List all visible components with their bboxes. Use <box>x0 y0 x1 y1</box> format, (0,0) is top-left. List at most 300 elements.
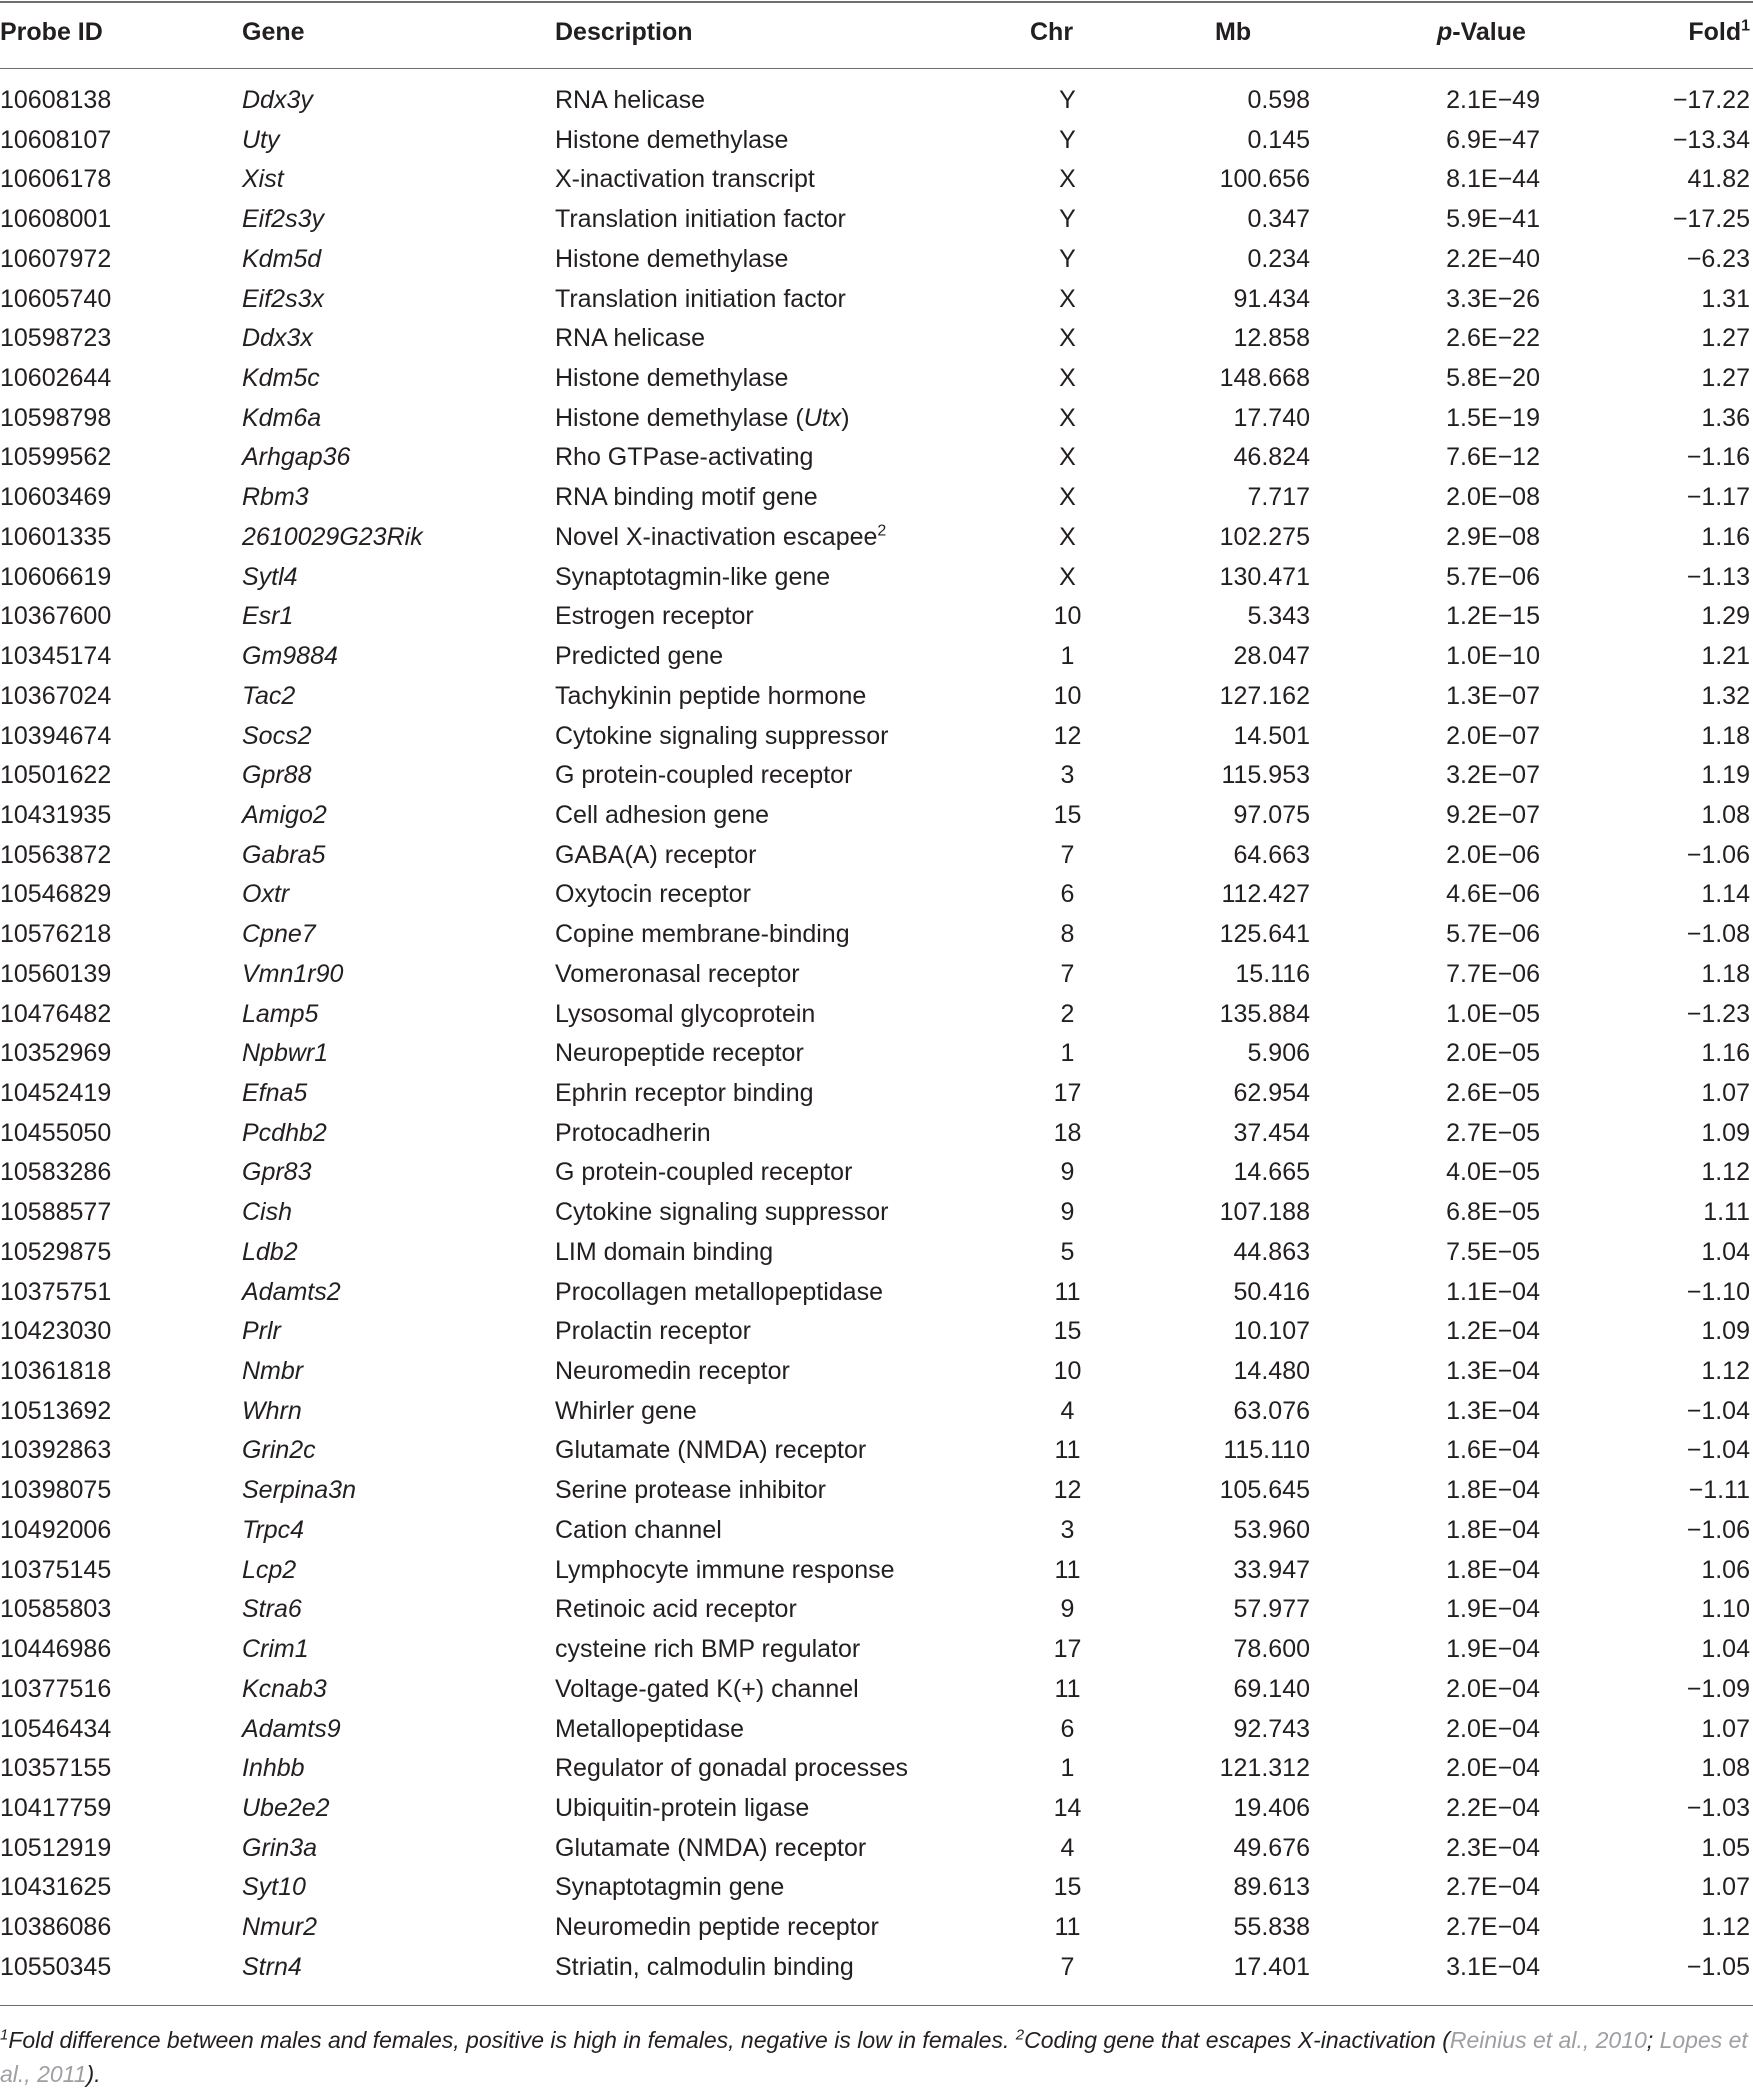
probe-id-cell: 10398075 <box>0 1476 112 1504</box>
probe-id-cell: 10392863 <box>0 1436 112 1464</box>
fold-cell: 1.32 <box>1701 682 1750 710</box>
mb-cell: 17.401 <box>1233 1953 1310 1981</box>
probe-id-cell: 10601335 <box>0 523 112 551</box>
mb-cell: 33.947 <box>1233 1556 1310 1584</box>
probe-id-cell: 10550345 <box>0 1953 112 1981</box>
description-text: Cation channel <box>555 1516 722 1544</box>
mb-cell: 14.480 <box>1233 1357 1310 1385</box>
mb-cell: 5.906 <box>1247 1039 1310 1067</box>
p-value-cell: 4.6E−06 <box>1446 880 1540 908</box>
description-cell <box>555 1792 1025 1824</box>
bottom-rule <box>0 2005 1753 2006</box>
mb-cell: 7.717 <box>1247 483 1310 511</box>
p-value-cell: 2.1E−49 <box>1446 86 1540 114</box>
probe-id-cell: 10394674 <box>0 722 112 750</box>
probe-id-cell: 10455050 <box>0 1119 112 1147</box>
chr-cell: 12 <box>1053 722 1082 750</box>
gene-cell: Sytl4 <box>242 563 298 591</box>
mb-cell: 5.343 <box>1247 602 1310 630</box>
description-cell <box>555 84 1025 116</box>
header-p-value-italic: p <box>1437 18 1453 46</box>
p-value-cell: 1.5E−19 <box>1446 404 1540 432</box>
p-value-cell: 2.6E−05 <box>1446 1079 1540 1107</box>
header-fold <box>1560 16 1750 48</box>
probe-id-cell: 10431625 <box>0 1873 112 1901</box>
description-text: Serine protease inhibitor <box>555 1476 826 1504</box>
description-cell <box>555 799 1025 831</box>
description-text: Lymphocyte immune response <box>555 1556 895 1584</box>
chr-cell: 1 <box>1060 1039 1075 1067</box>
chr-cell: 10 <box>1053 682 1082 710</box>
fold-cell: 1.08 <box>1701 801 1750 829</box>
fold-cell: −1.04 <box>1686 1397 1750 1425</box>
p-value-cell: 1.1E−04 <box>1446 1278 1540 1306</box>
description-cell <box>555 322 1025 354</box>
p-value-cell: 1.8E−04 <box>1446 1476 1540 1504</box>
probe-id-cell: 10598723 <box>0 324 112 352</box>
description-cell <box>555 362 1025 394</box>
probe-id-cell: 10446986 <box>0 1635 112 1663</box>
header-fold-label: Fold <box>1688 18 1742 46</box>
mb-cell: 130.471 <box>1219 563 1310 591</box>
gene-cell: Kdm5d <box>242 245 322 273</box>
fold-cell: 1.08 <box>1701 1754 1750 1782</box>
description-text: Ubiquitin-protein ligase <box>555 1794 810 1822</box>
description-cell <box>555 1474 1025 1506</box>
description-cell <box>555 600 1025 632</box>
p-value-cell: 1.8E−04 <box>1446 1516 1540 1544</box>
fold-cell: 1.07 <box>1701 1715 1750 1743</box>
mb-cell: 115.110 <box>1223 1436 1310 1464</box>
description-text: Neuromedin peptide receptor <box>555 1913 879 1941</box>
probe-id-cell: 10608138 <box>0 86 112 114</box>
fold-cell: −1.23 <box>1686 1000 1750 1028</box>
description-text: Translation initiation factor <box>555 205 846 233</box>
footnote-mark-2: 2 <box>1015 2026 1025 2044</box>
mb-cell: 15.116 <box>1235 960 1310 988</box>
fold-cell: −1.11 <box>1688 1476 1750 1504</box>
chr-cell: 9 <box>1060 1595 1075 1623</box>
fold-cell: 1.12 <box>1701 1913 1750 1941</box>
p-value-cell: 2.0E−08 <box>1446 483 1540 511</box>
header-gene: Gene <box>242 18 305 46</box>
gene-cell: Kcnab3 <box>242 1675 327 1703</box>
mb-cell: 97.075 <box>1233 801 1310 829</box>
description-cell <box>555 521 1025 553</box>
description-cell <box>555 1395 1025 1427</box>
fold-cell: 1.12 <box>1701 1158 1750 1186</box>
description-text: RNA binding motif gene <box>555 483 818 511</box>
description-cell <box>555 203 1025 235</box>
gene-cell: Vmn1r90 <box>242 960 344 988</box>
fold-cell: 1.21 <box>1701 642 1750 670</box>
mb-cell: 46.824 <box>1233 443 1310 471</box>
p-value-cell: 1.3E−07 <box>1446 682 1540 710</box>
chr-cell: 17 <box>1053 1635 1082 1663</box>
mb-cell: 91.434 <box>1233 285 1310 313</box>
description-cell <box>555 481 1025 513</box>
description-text: Ephrin receptor binding <box>555 1079 814 1107</box>
mb-cell: 62.954 <box>1233 1079 1310 1107</box>
mb-cell: 102.275 <box>1219 523 1310 551</box>
gene-cell: Stra6 <box>242 1595 302 1623</box>
chr-cell: 15 <box>1053 1873 1082 1901</box>
p-value-cell: 2.7E−05 <box>1446 1119 1540 1147</box>
chr-cell: X <box>1059 563 1076 591</box>
header-p-value-rest: -Value <box>1452 18 1526 46</box>
chr-cell: 1 <box>1060 642 1075 670</box>
probe-id-cell: 10352969 <box>0 1039 112 1067</box>
description-cell <box>555 998 1025 1030</box>
fold-cell: 1.11 <box>1703 1198 1750 1226</box>
probe-id-cell: 10512919 <box>0 1834 112 1862</box>
gene-cell: Tac2 <box>242 682 296 710</box>
header-fold-footnote-mark: 1 <box>1741 17 1750 35</box>
description-cell <box>555 1633 1025 1665</box>
description-text: Whirler gene <box>555 1397 697 1425</box>
fold-cell: −1.17 <box>1686 483 1750 511</box>
description-cell <box>555 1037 1025 1069</box>
fold-cell: −17.25 <box>1672 205 1750 233</box>
chr-cell: X <box>1059 483 1076 511</box>
p-value-cell: 1.9E−04 <box>1446 1635 1540 1663</box>
p-value-cell: 5.7E−06 <box>1446 563 1540 591</box>
mb-cell: 14.501 <box>1233 722 1310 750</box>
chr-cell: 15 <box>1053 801 1082 829</box>
mb-cell: 63.076 <box>1233 1397 1310 1425</box>
p-value-cell: 2.3E−04 <box>1446 1834 1540 1862</box>
description-text: Neuromedin receptor <box>555 1357 790 1385</box>
gene-cell: Kdm5c <box>242 364 320 392</box>
chr-cell: Y <box>1059 205 1076 233</box>
fold-cell: 1.29 <box>1701 602 1750 630</box>
mb-cell: 105.645 <box>1219 1476 1310 1504</box>
chr-cell: 9 <box>1060 1198 1075 1226</box>
fold-cell: 1.18 <box>1701 960 1750 988</box>
fold-cell: −1.10 <box>1686 1278 1750 1306</box>
chr-cell: 6 <box>1060 880 1075 908</box>
fold-cell: −1.03 <box>1686 1794 1750 1822</box>
chr-cell: X <box>1059 165 1076 193</box>
chr-cell: 12 <box>1053 1476 1082 1504</box>
header-mb: Mb <box>1215 18 1252 46</box>
description-cell <box>555 759 1025 791</box>
gene-cell: Nmbr <box>242 1357 304 1385</box>
fold-cell: −1.08 <box>1686 920 1750 948</box>
gene-cell: 2610029G23Rik <box>242 523 423 551</box>
description-text: Vomeronasal receptor <box>555 960 800 988</box>
p-value-cell: 1.9E−04 <box>1446 1595 1540 1623</box>
description-cell <box>555 1752 1025 1784</box>
header-description: Description <box>555 18 693 46</box>
gene-cell: Crim1 <box>242 1635 309 1663</box>
mb-cell: 57.977 <box>1233 1595 1310 1623</box>
fold-cell: 1.27 <box>1701 324 1750 352</box>
mb-cell: 127.162 <box>1219 682 1310 710</box>
p-value-cell: 5.7E−06 <box>1446 920 1540 948</box>
probe-id-cell: 10585803 <box>0 1595 112 1623</box>
chr-cell: 10 <box>1053 1357 1082 1385</box>
probe-id-cell: 10608107 <box>0 126 112 154</box>
probe-id-cell: 10377516 <box>0 1675 112 1703</box>
mb-cell: 112.427 <box>1221 880 1310 908</box>
mb-cell: 17.740 <box>1233 404 1310 432</box>
description-cell <box>555 640 1025 672</box>
mb-cell: 49.676 <box>1233 1834 1310 1862</box>
fold-cell: −6.23 <box>1686 245 1750 273</box>
probe-id-cell: 10513692 <box>0 1397 112 1425</box>
gene-cell: Eif2s3y <box>242 205 324 233</box>
description-text: Cell adhesion gene <box>555 801 770 829</box>
mb-cell: 53.960 <box>1233 1516 1310 1544</box>
probe-id-cell: 10605740 <box>0 285 112 313</box>
gene-cell: Pcdhb2 <box>242 1119 327 1147</box>
fold-cell: −1.16 <box>1686 443 1750 471</box>
chr-cell: Y <box>1059 245 1076 273</box>
description-text: G protein-coupled receptor <box>555 1158 853 1186</box>
mb-cell: 14.665 <box>1233 1158 1310 1186</box>
probe-id-cell: 10602644 <box>0 364 112 392</box>
mb-cell: 135.884 <box>1219 1000 1310 1028</box>
gene-cell: Xist <box>242 165 284 193</box>
gene-cell: Socs2 <box>242 722 312 750</box>
description-text: RNA helicase <box>555 86 706 114</box>
chr-cell: Y <box>1059 126 1076 154</box>
fold-cell: 1.04 <box>1701 1635 1750 1663</box>
description-text: Retinoic acid receptor <box>555 1595 797 1623</box>
p-value-cell: 5.8E−20 <box>1446 364 1540 392</box>
mb-cell: 78.600 <box>1233 1635 1310 1663</box>
chr-cell: 11 <box>1054 1278 1081 1306</box>
probe-id-cell: 10501622 <box>0 761 112 789</box>
footnote-end: ). <box>86 2061 101 2087</box>
chr-cell: 7 <box>1060 960 1075 988</box>
mb-cell: 107.188 <box>1219 1198 1310 1226</box>
table-footnote <box>0 2023 1750 2091</box>
p-value-cell: 1.2E−04 <box>1446 1317 1540 1345</box>
gene-cell: Adamts9 <box>242 1715 341 1743</box>
gene-cell: Eif2s3x <box>242 285 324 313</box>
mb-cell: 10.107 <box>1233 1317 1310 1345</box>
chr-cell: 11 <box>1054 1556 1081 1584</box>
description-text: Synaptotagmin-like gene <box>555 563 831 591</box>
fold-cell: 1.14 <box>1701 880 1750 908</box>
description-text: Striatin, calmodulin binding <box>555 1953 854 1981</box>
probe-id-cell: 10606619 <box>0 563 112 591</box>
description-text: Neuropeptide receptor <box>555 1039 804 1067</box>
p-value-cell: 2.9E−08 <box>1446 523 1540 551</box>
chr-cell: 11 <box>1054 1675 1081 1703</box>
description-cell <box>555 402 1025 434</box>
probe-id-cell: 10361818 <box>0 1357 112 1385</box>
description-cell <box>555 1514 1025 1546</box>
gene-cell: Serpina3n <box>242 1476 356 1504</box>
description-cell <box>555 1832 1025 1864</box>
chr-cell: X <box>1059 324 1076 352</box>
description-italic: Utx <box>803 404 842 432</box>
probe-id-cell: 10576218 <box>0 920 112 948</box>
description-cell <box>555 441 1025 473</box>
probe-id-cell: 10492006 <box>0 1516 112 1544</box>
p-value-cell: 1.3E−04 <box>1446 1357 1540 1385</box>
p-value-cell: 5.9E−41 <box>1446 205 1540 233</box>
mb-cell: 115.953 <box>1221 761 1310 789</box>
description-cell <box>555 839 1025 871</box>
mb-cell: 148.668 <box>1219 364 1310 392</box>
mb-cell: 37.454 <box>1233 1119 1310 1147</box>
p-value-cell: 2.2E−40 <box>1446 245 1540 273</box>
description-text: Voltage-gated K(+) channel <box>555 1675 859 1703</box>
description-cell <box>555 1315 1025 1347</box>
probe-id-cell: 10417759 <box>0 1794 112 1822</box>
fold-cell: −1.06 <box>1686 1516 1750 1544</box>
fold-cell: 1.04 <box>1701 1238 1750 1266</box>
description-text: Estrogen receptor <box>555 602 754 630</box>
description-cell <box>555 958 1025 990</box>
chr-cell: 5 <box>1060 1238 1075 1266</box>
fold-cell: 1.16 <box>1701 523 1750 551</box>
description-cell <box>555 1593 1025 1625</box>
fold-cell: 1.19 <box>1701 761 1750 789</box>
description-cell <box>555 1434 1025 1466</box>
fold-cell: −1.13 <box>1686 563 1750 591</box>
description-text: Copine membrane-binding <box>555 920 850 948</box>
p-value-cell: 1.0E−10 <box>1446 642 1540 670</box>
description-cell <box>555 561 1025 593</box>
probe-id-cell: 10431935 <box>0 801 112 829</box>
p-value-cell: 3.3E−26 <box>1446 285 1540 313</box>
description-cell <box>555 1871 1025 1903</box>
p-value-cell: 2.0E−04 <box>1446 1715 1540 1743</box>
p-value-cell: 2.0E−05 <box>1446 1039 1540 1067</box>
mb-cell: 0.234 <box>1247 245 1310 273</box>
chr-cell: 18 <box>1053 1119 1082 1147</box>
description-text: Histone demethylase ( <box>555 404 804 432</box>
description-cell <box>555 1673 1025 1705</box>
p-value-cell: 2.7E−04 <box>1446 1873 1540 1901</box>
probe-id-cell: 10367024 <box>0 682 112 710</box>
description-text: RNA helicase <box>555 324 706 352</box>
mb-cell: 64.663 <box>1233 841 1310 869</box>
mb-cell: 44.863 <box>1233 1238 1310 1266</box>
description-cell <box>555 1156 1025 1188</box>
probe-id-cell: 10546434 <box>0 1715 112 1743</box>
gene-cell: Esr1 <box>242 602 294 630</box>
gene-cell: Cpne7 <box>242 920 316 948</box>
description-text: Protocadherin <box>555 1119 711 1147</box>
chr-cell: 7 <box>1060 1953 1075 1981</box>
footnote-separator: ; <box>1646 2027 1660 2053</box>
header-probe-id: Probe ID <box>0 18 103 46</box>
description-text: Prolactin receptor <box>555 1317 751 1345</box>
p-value-cell: 1.0E−05 <box>1446 1000 1540 1028</box>
mb-cell: 69.140 <box>1233 1675 1310 1703</box>
gene-cell: Efna5 <box>242 1079 308 1107</box>
chr-cell: X <box>1059 443 1076 471</box>
gene-cell: Rbm3 <box>242 483 309 511</box>
chr-cell: 7 <box>1060 841 1075 869</box>
chr-cell: 1 <box>1060 1754 1075 1782</box>
description-text: Histone demethylase <box>555 245 789 273</box>
fold-cell: 1.07 <box>1701 1079 1750 1107</box>
fold-cell: −1.05 <box>1686 1953 1750 1981</box>
fold-cell: 1.18 <box>1701 722 1750 750</box>
chr-cell: 8 <box>1060 920 1075 948</box>
mb-cell: 19.406 <box>1233 1794 1310 1822</box>
chr-cell: 9 <box>1060 1158 1075 1186</box>
p-value-cell: 2.0E−04 <box>1446 1675 1540 1703</box>
description-text: GABA(A) receptor <box>555 841 757 869</box>
p-value-cell: 7.7E−06 <box>1446 960 1540 988</box>
chr-cell: 17 <box>1053 1079 1082 1107</box>
probe-id-cell: 10583286 <box>0 1158 112 1186</box>
description-text: X-inactivation transcript <box>555 165 815 193</box>
description-text: Cytokine signaling suppressor <box>555 1198 889 1226</box>
fold-cell: 1.10 <box>1701 1595 1750 1623</box>
reference-link-lopes[interactable]: Lopes et al., 2011 <box>0 2027 1748 2087</box>
probe-id-cell: 10560139 <box>0 960 112 988</box>
probe-id-cell: 10606178 <box>0 165 112 193</box>
description-text: Novel X-inactivation escapee <box>555 523 878 551</box>
p-value-cell: 2.6E−22 <box>1446 324 1540 352</box>
fold-cell: 1.05 <box>1701 1834 1750 1862</box>
probe-id-cell: 10345174 <box>0 642 112 670</box>
description-cell <box>555 918 1025 950</box>
fold-cell: −1.06 <box>1686 841 1750 869</box>
p-value-cell: 4.0E−05 <box>1446 1158 1540 1186</box>
gene-cell: Prlr <box>242 1317 281 1345</box>
description-text: Metallopeptidase <box>555 1715 745 1743</box>
description-text: G protein-coupled receptor <box>555 761 853 789</box>
description-cell <box>555 1951 1025 1983</box>
mb-cell: 28.047 <box>1233 642 1310 670</box>
gene-cell: Ddx3x <box>242 324 313 352</box>
p-value-cell: 2.0E−06 <box>1446 841 1540 869</box>
chr-cell: Y <box>1059 86 1076 114</box>
mb-cell: 121.312 <box>1219 1754 1310 1782</box>
chr-cell: 11 <box>1054 1436 1081 1464</box>
reference-link-reinius[interactable]: Reinius et al., 2010 <box>1449 2027 1647 2053</box>
footnote-text-2: Coding gene that escapes X-inactivation ( <box>1024 2027 1450 2053</box>
p-value-cell: 2.7E−04 <box>1446 1913 1540 1941</box>
gene-cell: Gabra5 <box>242 841 326 869</box>
chr-cell: 2 <box>1060 1000 1075 1028</box>
gene-cell: Adamts2 <box>242 1278 341 1306</box>
chr-cell: X <box>1059 285 1076 313</box>
probe-id-cell: 10357155 <box>0 1754 112 1782</box>
gene-cell: Oxtr <box>242 880 290 908</box>
gene-cell: Nmur2 <box>242 1913 318 1941</box>
fold-cell: 1.09 <box>1701 1317 1750 1345</box>
gene-cell: Lcp2 <box>242 1556 297 1584</box>
description-cell <box>555 680 1025 712</box>
header-chr: Chr <box>1030 18 1074 46</box>
description-text: LIM domain binding <box>555 1238 774 1266</box>
p-value-cell: 9.2E−07 <box>1446 801 1540 829</box>
fold-cell: 1.16 <box>1701 1039 1750 1067</box>
p-value-cell: 1.3E−04 <box>1446 1397 1540 1425</box>
description-text: Lysosomal glycoprotein <box>555 1000 816 1028</box>
gene-cell: Cish <box>242 1198 293 1226</box>
gene-cell: Whrn <box>242 1397 302 1425</box>
gene-cell: Lamp5 <box>242 1000 319 1028</box>
gene-cell: Kdm6a <box>242 404 322 432</box>
p-value-cell: 6.9E−47 <box>1446 126 1540 154</box>
fold-cell: 1.06 <box>1701 1556 1750 1584</box>
gene-cell: Grin3a <box>242 1834 318 1862</box>
fold-cell: −1.09 <box>1686 1675 1750 1703</box>
chr-cell: 6 <box>1060 1715 1075 1743</box>
